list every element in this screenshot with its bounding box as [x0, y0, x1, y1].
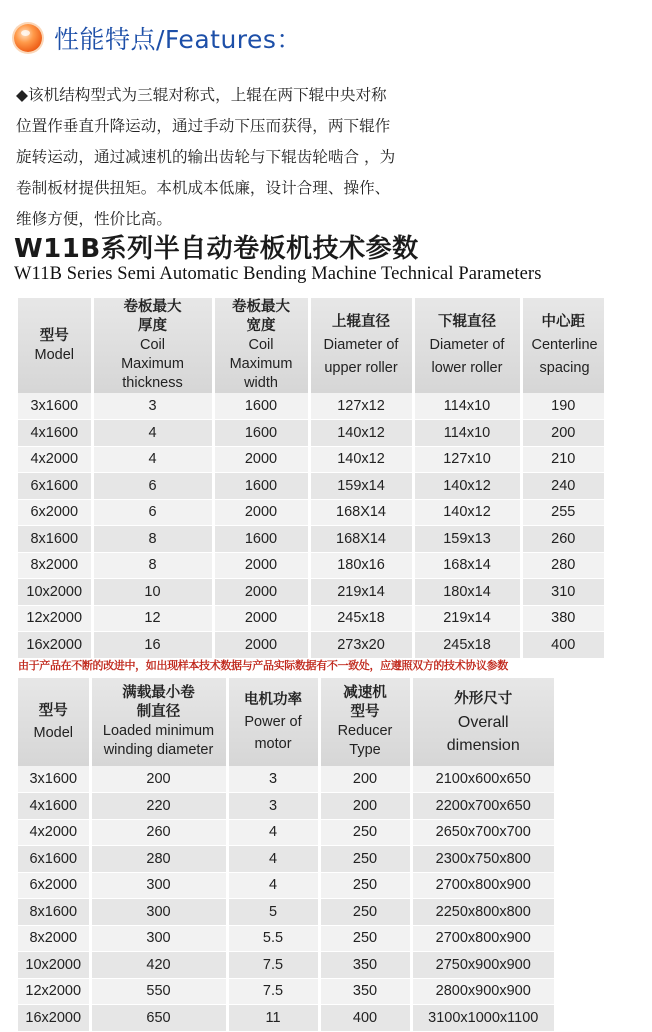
- table-row: [18, 872, 554, 899]
- cell-upper-roller: 140x12: [309, 446, 413, 473]
- technical-parameters-table-1: [18, 298, 604, 659]
- cell-model: 12x2000: [18, 605, 92, 632]
- table-row: [18, 473, 604, 500]
- cell-max-width: 1600: [213, 393, 309, 420]
- cell-max-thickness: 8: [92, 526, 213, 553]
- features-header: [14, 20, 302, 56]
- technical-parameters-table-2: [18, 678, 554, 1032]
- cell-max-thickness: 12: [92, 605, 213, 632]
- cell-max-width: 1600: [213, 473, 309, 500]
- intro-line: ◆该机结构型式为三辊对称式，上辊在两下辊中央对称: [16, 86, 387, 104]
- cell-max-width: 2000: [213, 552, 309, 579]
- cell-model: 4x2000: [18, 819, 90, 846]
- cell-upper-roller: 245x18: [309, 605, 413, 632]
- cell-model: 6x1600: [18, 473, 92, 500]
- cell-upper-roller: 168X14: [309, 526, 413, 553]
- cell-model: 10x2000: [18, 952, 90, 979]
- cell-max-width: 1600: [213, 526, 309, 553]
- cell-model: 6x2000: [18, 499, 92, 526]
- cell-motor-power: 7.5: [227, 952, 319, 979]
- cell-motor-power: 4: [227, 846, 319, 873]
- cell-upper-roller: 168X14: [309, 499, 413, 526]
- cell-lower-roller: 168x14: [413, 552, 521, 579]
- cell-reducer-type: 250: [319, 925, 411, 952]
- cell-centerline: 200: [521, 420, 604, 447]
- cell-centerline: 310: [521, 579, 604, 606]
- intro-line: 维修方便，性价比高。: [16, 210, 172, 228]
- cell-min-winding-diameter: 200: [90, 766, 227, 793]
- cell-overall-dimension: 2100x600x650: [411, 766, 554, 793]
- cell-lower-roller: 140x12: [413, 499, 521, 526]
- cell-lower-roller: 219x14: [413, 605, 521, 632]
- features-title: 性能特点/Features：: [54, 25, 302, 54]
- cell-reducer-type: 200: [319, 766, 411, 793]
- table-row: [18, 446, 604, 473]
- intro-line: 旋转运动，通过减速机的输出齿轮与下辊齿轮啮合 ，为: [16, 148, 396, 166]
- cell-max-width: 2000: [213, 446, 309, 473]
- cell-upper-roller: 180x16: [309, 552, 413, 579]
- cell-min-winding-diameter: 300: [90, 899, 227, 926]
- cell-reducer-type: 400: [319, 1005, 411, 1032]
- cell-overall-dimension: 2200x700x650: [411, 793, 554, 820]
- header-reducer-type: 减速机型号 Reducer Type: [319, 678, 411, 766]
- cell-model: 8x2000: [18, 925, 90, 952]
- table-row: [18, 846, 554, 873]
- cell-centerline: 255: [521, 499, 604, 526]
- header-overall-dimension: 外形尺寸 Overall dimension: [411, 678, 554, 766]
- cell-centerline: 280: [521, 552, 604, 579]
- cell-centerline: 260: [521, 526, 604, 553]
- header-min-winding-diameter: 满载最小卷制直径 Loaded minimum winding diameter: [90, 678, 227, 766]
- cell-max-thickness: 16: [92, 632, 213, 659]
- cell-model: 4x2000: [18, 446, 92, 473]
- cell-lower-roller: 180x14: [413, 579, 521, 606]
- cell-upper-roller: 219x14: [309, 579, 413, 606]
- table-row: [18, 420, 604, 447]
- cell-centerline: 240: [521, 473, 604, 500]
- cell-model: 16x2000: [18, 1005, 90, 1032]
- cell-motor-power: 4: [227, 819, 319, 846]
- table-row: [18, 579, 604, 606]
- cell-overall-dimension: 2300x750x800: [411, 846, 554, 873]
- cell-min-winding-diameter: 260: [90, 819, 227, 846]
- table-row: [18, 766, 554, 793]
- cell-max-width: 2000: [213, 605, 309, 632]
- cell-lower-roller: 127x10: [413, 446, 521, 473]
- cell-motor-power: 11: [227, 1005, 319, 1032]
- cell-motor-power: 3: [227, 766, 319, 793]
- table-row: [18, 952, 554, 979]
- cell-max-thickness: 4: [92, 420, 213, 447]
- cell-overall-dimension: 3100x1000x1100: [411, 1005, 554, 1032]
- cell-min-winding-diameter: 420: [90, 952, 227, 979]
- cell-model: 6x1600: [18, 846, 90, 873]
- cell-motor-power: 7.5: [227, 978, 319, 1005]
- cell-max-width: 2000: [213, 579, 309, 606]
- cell-reducer-type: 200: [319, 793, 411, 820]
- cell-lower-roller: 159x13: [413, 526, 521, 553]
- header-model: 型号 Model: [18, 678, 90, 766]
- cell-model: 10x2000: [18, 579, 92, 606]
- cell-max-thickness: 6: [92, 499, 213, 526]
- cell-min-winding-diameter: 300: [90, 925, 227, 952]
- header-motor-power: 电机功率 Power of motor: [227, 678, 319, 766]
- cell-model: 6x2000: [18, 872, 90, 899]
- cell-upper-roller: 159x14: [309, 473, 413, 500]
- header-lower-roller-diameter: 下辊直径 Diameter of lower roller: [413, 298, 521, 393]
- cell-max-width: 1600: [213, 420, 309, 447]
- cell-upper-roller: 127x12: [309, 393, 413, 420]
- table-row: [18, 899, 554, 926]
- cell-model: 16x2000: [18, 632, 92, 659]
- cell-model: 8x2000: [18, 552, 92, 579]
- cell-overall-dimension: 2700x800x900: [411, 872, 554, 899]
- cell-centerline: 400: [521, 632, 604, 659]
- cell-model: 12x2000: [18, 978, 90, 1005]
- table-row: [18, 925, 554, 952]
- cell-max-thickness: 4: [92, 446, 213, 473]
- cell-lower-roller: 245x18: [413, 632, 521, 659]
- table-row: [18, 393, 604, 420]
- cell-max-width: 2000: [213, 632, 309, 659]
- intro-line: 卷制板材提供扭矩。本机成本低廉，设计合理、操作、: [16, 179, 391, 197]
- cell-motor-power: 5.5: [227, 925, 319, 952]
- disclaimer-note: 由于产品在不断的改进中，如出现样本技术数据与产品实际数据有不一致处，应遵照双方的技术协议参数: [18, 659, 508, 672]
- section-title-zh: W11B系列半自动卷板机技术参数: [14, 234, 419, 264]
- table-row: [18, 819, 554, 846]
- cell-min-winding-diameter: 300: [90, 872, 227, 899]
- table-row: [18, 526, 604, 553]
- cell-min-winding-diameter: 650: [90, 1005, 227, 1032]
- cell-max-thickness: 10: [92, 579, 213, 606]
- cell-model: 3x1600: [18, 766, 90, 793]
- table-row: [18, 552, 604, 579]
- cell-reducer-type: 250: [319, 819, 411, 846]
- table-row: [18, 978, 554, 1005]
- cell-overall-dimension: 2650x700x700: [411, 819, 554, 846]
- intro-line: 位置作垂直升降运动，通过手动下压而获得，两下辊作: [16, 117, 391, 135]
- cell-max-thickness: 3: [92, 393, 213, 420]
- cell-overall-dimension: 2800x900x900: [411, 978, 554, 1005]
- intro-paragraph: [16, 80, 476, 235]
- table-row: [18, 605, 604, 632]
- table-row: [18, 632, 604, 659]
- cell-overall-dimension: 2700x800x900: [411, 925, 554, 952]
- cell-centerline: 190: [521, 393, 604, 420]
- cell-lower-roller: 114x10: [413, 393, 521, 420]
- cell-upper-roller: 140x12: [309, 420, 413, 447]
- cell-model: 8x1600: [18, 526, 92, 553]
- cell-min-winding-diameter: 550: [90, 978, 227, 1005]
- cell-centerline: 380: [521, 605, 604, 632]
- cell-lower-roller: 114x10: [413, 420, 521, 447]
- header-centerline-spacing: 中心距 Centerline spacing: [521, 298, 604, 393]
- cell-reducer-type: 350: [319, 952, 411, 979]
- cell-lower-roller: 140x12: [413, 473, 521, 500]
- header-coil-max-thickness: 卷板最大厚度 Coil Maximum thickness: [92, 298, 213, 393]
- cell-reducer-type: 350: [319, 978, 411, 1005]
- cell-reducer-type: 250: [319, 872, 411, 899]
- header-coil-max-width: 卷板最大宽度 Coil Maximum width: [213, 298, 309, 393]
- table-row: [18, 1005, 554, 1032]
- cell-motor-power: 5: [227, 899, 319, 926]
- cell-motor-power: 3: [227, 793, 319, 820]
- table-row: [18, 499, 604, 526]
- cell-overall-dimension: 2750x900x900: [411, 952, 554, 979]
- table-row: [18, 793, 554, 820]
- cell-max-thickness: 8: [92, 552, 213, 579]
- cell-min-winding-diameter: 220: [90, 793, 227, 820]
- cell-max-width: 2000: [213, 499, 309, 526]
- cell-overall-dimension: 2250x800x800: [411, 899, 554, 926]
- cell-reducer-type: 250: [319, 899, 411, 926]
- section-title-en: W11B Series Semi Automatic Bending Machine Technical Parameters: [14, 264, 542, 284]
- orange-circle-bullet-icon: [14, 24, 42, 52]
- cell-model: 4x1600: [18, 793, 90, 820]
- cell-upper-roller: 273x20: [309, 632, 413, 659]
- cell-model: 4x1600: [18, 420, 92, 447]
- cell-model: 3x1600: [18, 393, 92, 420]
- cell-model: 8x1600: [18, 899, 90, 926]
- header-upper-roller-diameter: 上辊直径 Diameter of upper roller: [309, 298, 413, 393]
- cell-min-winding-diameter: 280: [90, 846, 227, 873]
- cell-motor-power: 4: [227, 872, 319, 899]
- cell-centerline: 210: [521, 446, 604, 473]
- header-model: 型号 Model: [18, 298, 92, 393]
- cell-max-thickness: 6: [92, 473, 213, 500]
- cell-reducer-type: 250: [319, 846, 411, 873]
